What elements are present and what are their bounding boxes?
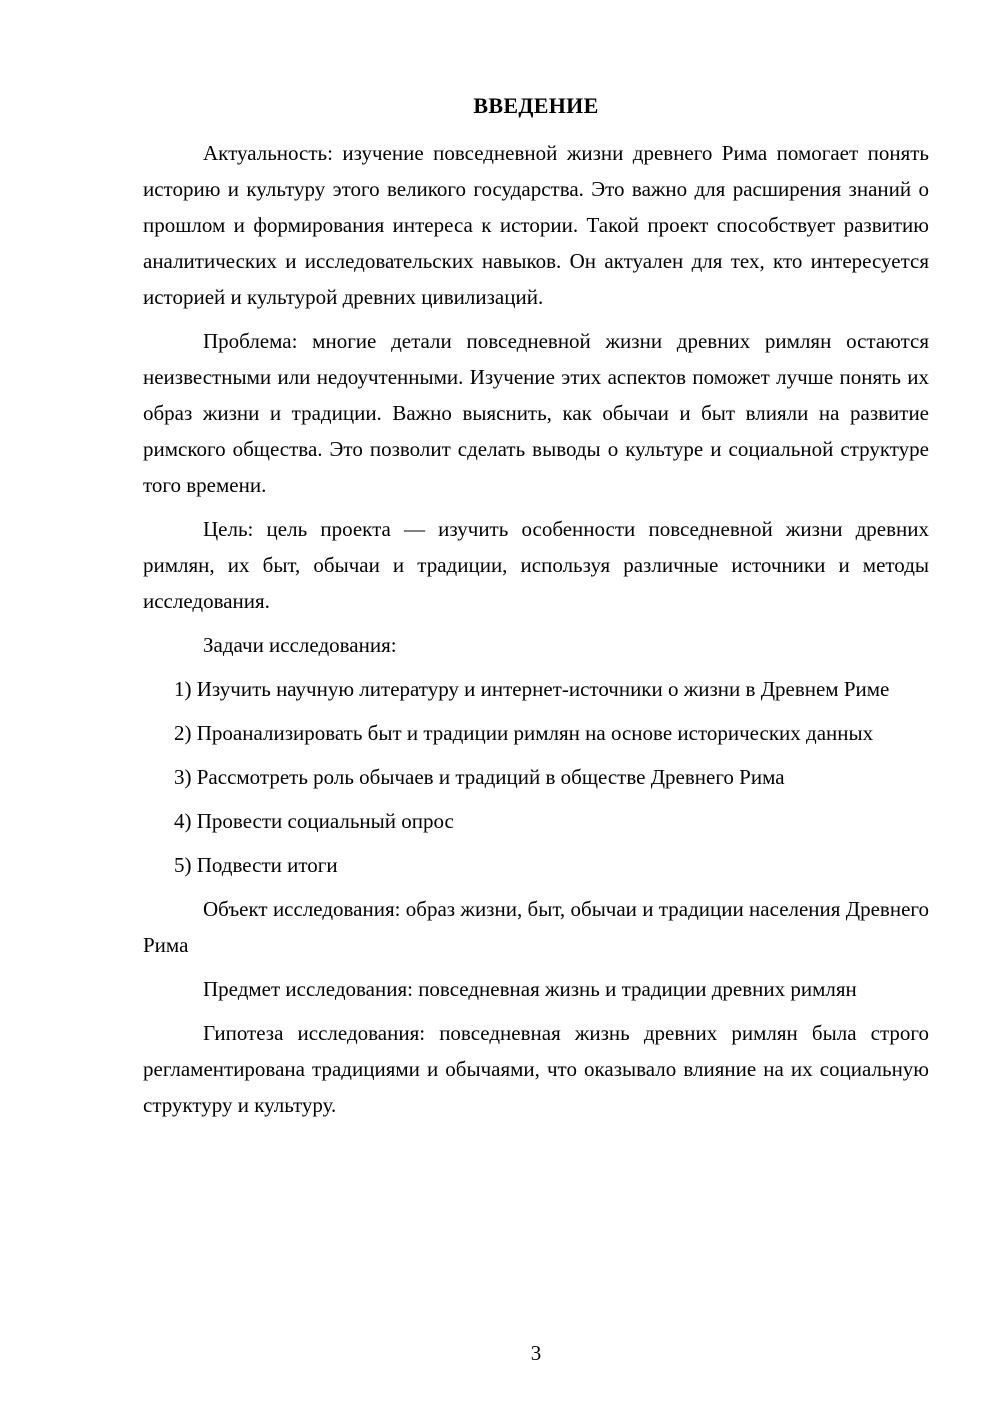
paragraph-object: Объект исследования: образ жизни, быт, обычаи и традиции населения Древнего Рима [143, 897, 929, 957]
paragraph-subject: Предмет исследования: повседневная жизнь и традиции древних римлян [203, 977, 857, 1001]
paragraph-goal: Цель: цель проекта — изучить особенности повседневной жизни древних римлян, их быт, обычаи и традиции, используя различные источники и методы исследования. [143, 517, 929, 613]
task-item-2: 2) Проанализировать быт и традиции римлян на основе исторических данных [174, 721, 874, 745]
paragraph-hypothesis: Гипотеза исследования: повседневная жизнь древних римлян была строго регламентирована традициями и обычаями, что оказывало влияние на их социальную структуру и культуру. [143, 1021, 929, 1117]
tasks-heading: Задачи исследования: [203, 633, 397, 657]
page-title: ВВЕДЕНИЕ [473, 93, 599, 118]
paragraph-relevance: Актуальность: изучение повседневной жизни древнего Рима помогает понять историю и культуру этого великого государства. Это важно для расширения знаний о прошлом и формирования интереса к истории. Такой проект способствует развитию аналитических и исследовательских навыков. Он актуален для тех, кто интересуется историей и культурой древних цивилизаций. [143, 141, 929, 309]
paragraph-problem: Проблема: многие детали повседневной жизни древних римлян остаются неизвестными или недоучтенными. Изучение этих аспектов поможет лучше понять их образ жизни и традиции. Важно выяснить, как обычаи и быт влияли на развитие римского общества. Это позволит сделать выводы о культуре и социальной структуре того времени. [143, 329, 929, 497]
task-item-5: 5) Подвести итоги [174, 853, 338, 877]
task-item-3: 3) Рассмотреть роль обычаев и традиций в обществе Древнего Рима [174, 765, 785, 789]
task-item-1: 1) Изучить научную литературу и интернет-источники о жизни в Древнем Риме [174, 677, 890, 701]
task-item-4: 4) Провести социальный опрос [174, 809, 454, 833]
page-number: 3 [530, 1341, 542, 1365]
